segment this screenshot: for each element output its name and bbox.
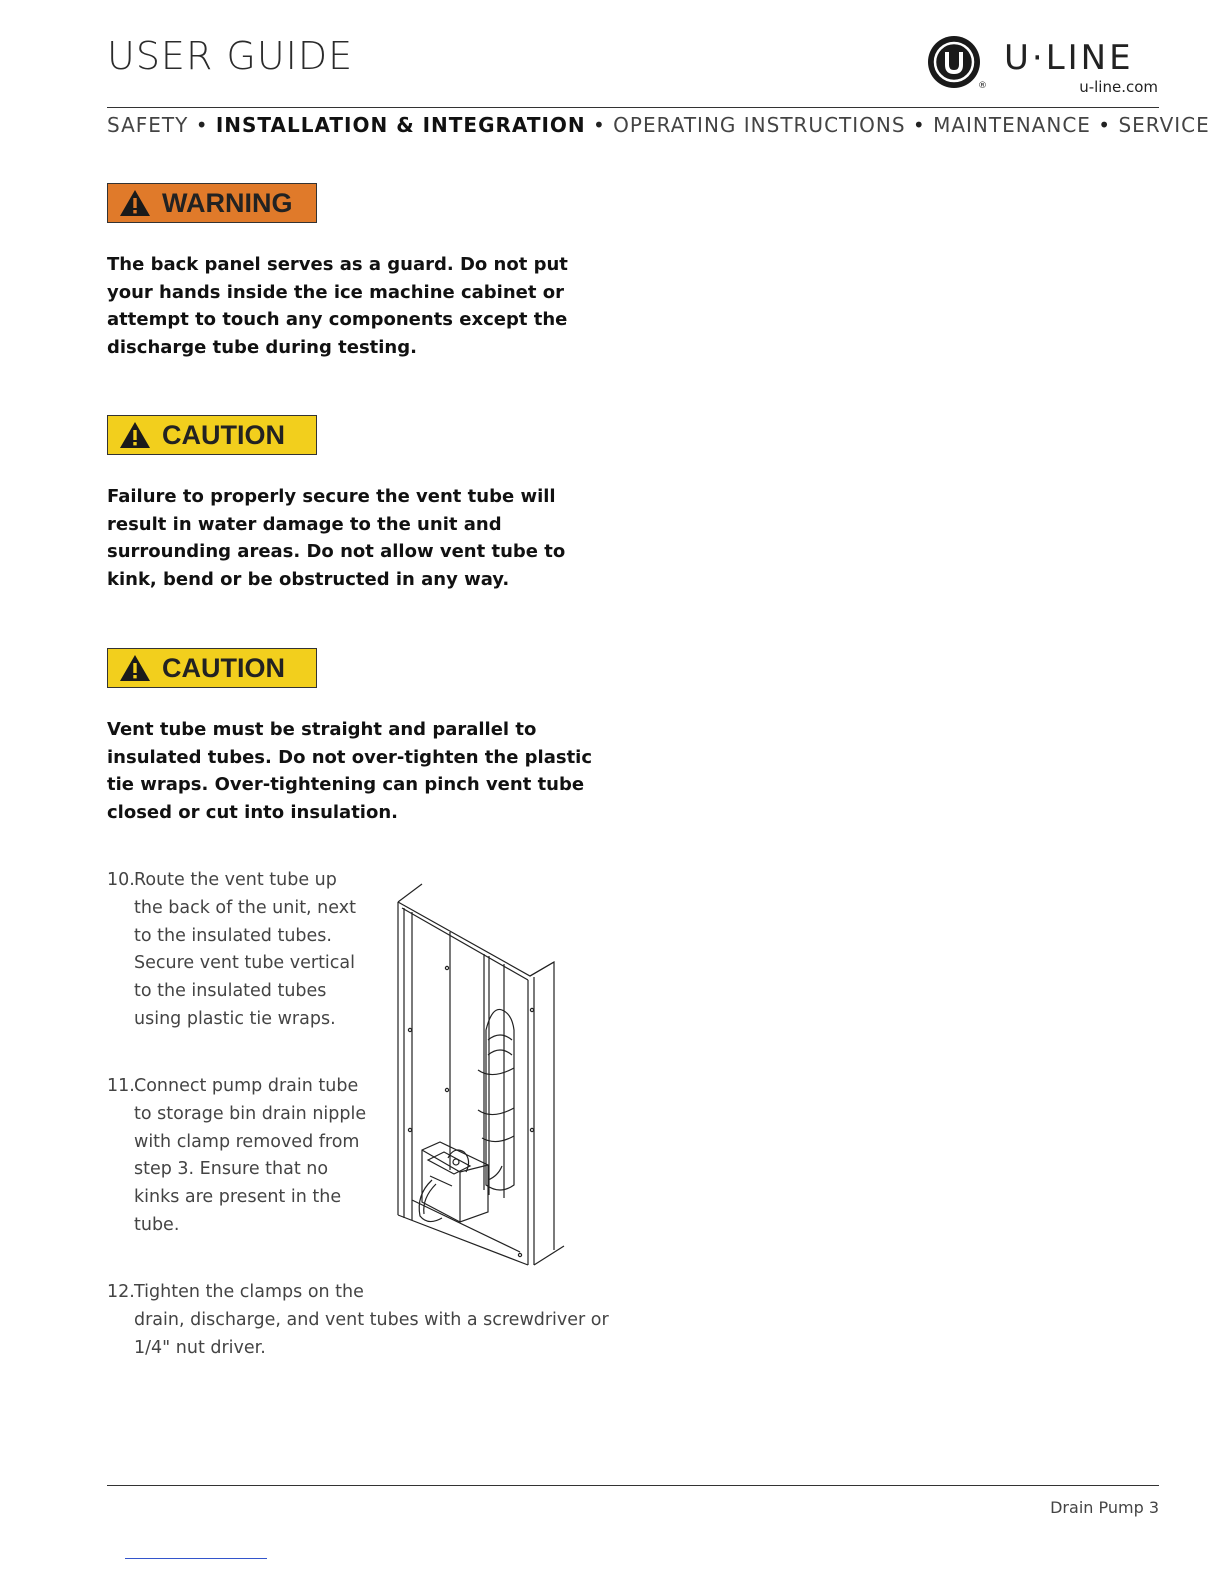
caution-label-text: CAUTION	[162, 652, 285, 683]
step-line: tube.	[134, 1214, 180, 1235]
step-number: 11.	[107, 1076, 135, 1096]
message-line: The back panel serves as a guard. Do not put	[107, 254, 568, 275]
caution-label-text: CAUTION	[162, 419, 285, 450]
step-line: Tighten the clamps on the	[134, 1282, 364, 1302]
step-line: kinks are present in the	[134, 1187, 342, 1208]
message-line: closed or cut into insulation.	[107, 802, 398, 824]
step-10	[107, 867, 367, 1037]
step-line: step 3. Ensure that no	[134, 1159, 329, 1180]
step-line: using plastic tie wraps.	[134, 1008, 336, 1029]
svg-text:®: ®	[978, 81, 987, 91]
message-line: Failure to properly secure the vent tube will	[107, 486, 556, 507]
header-divider	[107, 107, 1159, 108]
step-line: drain, discharge, and vent tubes with a screwdriver or	[134, 1309, 609, 1330]
step-line: to the insulated tubes.	[134, 925, 332, 946]
message-line: attempt to touch any components except the	[107, 309, 568, 331]
caution-message	[107, 716, 597, 827]
nav-separator: •	[593, 113, 606, 137]
step-line: with clamp removed from	[134, 1131, 360, 1152]
step-line: 1/4" nut driver.	[134, 1337, 266, 1358]
step-number: 10.	[107, 870, 135, 890]
caution-label	[107, 648, 317, 688]
warning-label-text: WARNING	[162, 187, 293, 218]
message-line: tie wraps. Over-tightening can pinch vent tube	[107, 774, 585, 796]
nav-separator: •	[912, 113, 926, 137]
footer-divider	[107, 1485, 1159, 1486]
caution-triangle-icon	[118, 420, 152, 450]
nav-item-maintenance: MAINTENANCE	[933, 113, 1091, 137]
message-line: discharge tube during testing.	[107, 337, 417, 359]
message-line: surrounding areas. Do not allow vent tube to	[107, 541, 566, 563]
page-footer-label: Drain Pump 3	[1050, 1498, 1159, 1517]
message-line: Vent tube must be straight and parallel to	[107, 719, 537, 740]
step-line: the back of the unit, next	[134, 897, 356, 918]
nav-separator: •	[195, 113, 209, 137]
u-line-logo-icon	[926, 34, 987, 91]
step-line: Route the vent tube up	[134, 870, 337, 890]
nav-item-safety: SAFETY	[107, 113, 189, 137]
message-line: your hands inside the ice machine cabinet or	[107, 281, 564, 303]
warning-triangle-icon	[118, 188, 152, 218]
nav-item-service: SERVICE	[1118, 113, 1210, 137]
logo-wordmark: U·LINE	[1004, 38, 1134, 78]
website-link[interactable]: u-line.com	[1079, 78, 1158, 96]
caution-triangle-icon	[118, 653, 152, 683]
step-12	[107, 1279, 627, 1369]
step-number: 12.	[107, 1282, 135, 1302]
step-line: Secure vent tube vertical	[134, 953, 356, 974]
warning-label	[107, 183, 317, 223]
nav-item-installation: INSTALLATION & INTEGRATION	[215, 113, 586, 137]
message-line: insulated tubes. Do not over-tighten the plastic	[107, 746, 593, 768]
step-line: to the insulated tubes	[134, 981, 327, 1002]
warning-message	[107, 251, 597, 362]
message-line: result in water damage to the unit and	[107, 513, 502, 535]
caution-message	[107, 483, 597, 594]
nav-separator: •	[1098, 113, 1112, 137]
nav-item-operating: OPERATING INSTRUCTIONS	[613, 113, 906, 137]
step-11	[107, 1073, 367, 1243]
footer-link-underline	[125, 1558, 267, 1559]
brand-logo	[926, 34, 1166, 96]
message-line: kink, bend or be obstructed in any way.	[107, 569, 510, 591]
drain-pump-illustration	[392, 880, 572, 1270]
section-nav	[107, 113, 1210, 137]
step-line: to storage bin drain nipple	[134, 1103, 367, 1124]
page-title: USER GUIDE	[107, 34, 354, 78]
step-line: Connect pump drain tube	[134, 1076, 359, 1096]
caution-label	[107, 415, 317, 455]
